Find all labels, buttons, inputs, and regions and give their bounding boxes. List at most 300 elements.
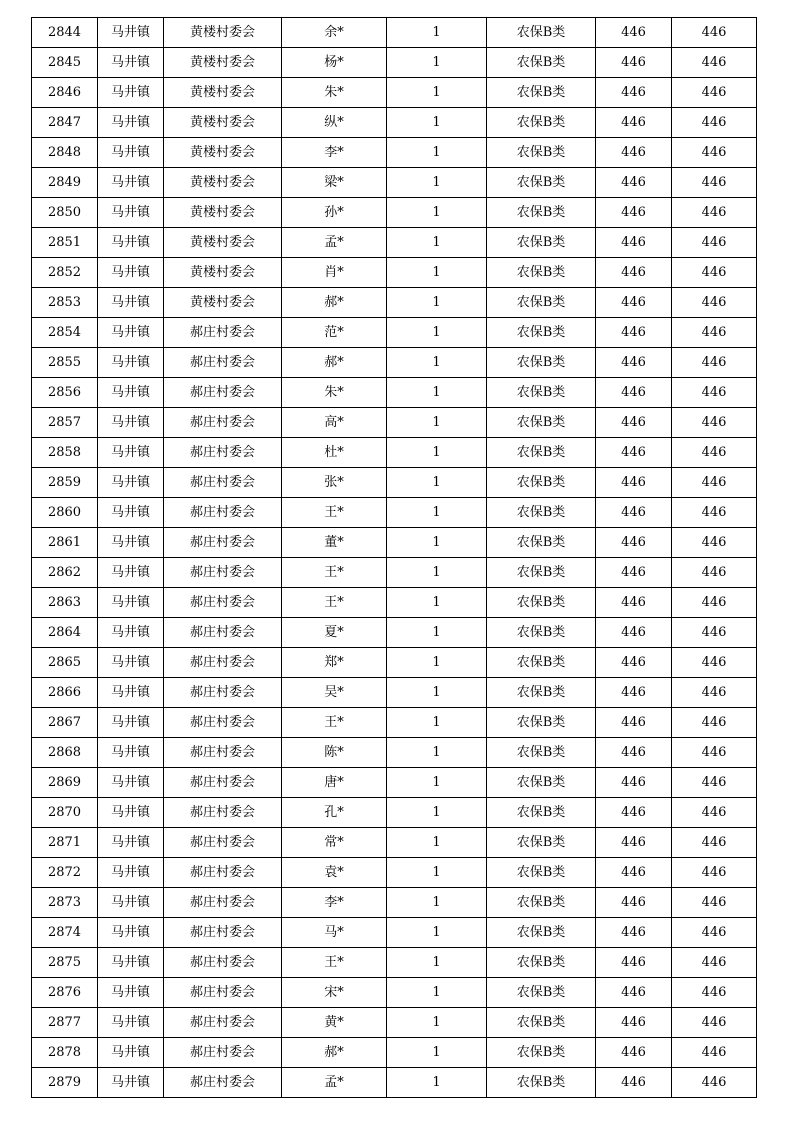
total-amount-cell: 446 [672, 648, 757, 678]
count-cell: 1 [387, 198, 487, 228]
name-cell: 王* [282, 948, 387, 978]
table-row [32, 1068, 757, 1098]
town-cell: 马井镇 [98, 318, 164, 348]
count-cell: 1 [387, 228, 487, 258]
table-row [32, 288, 757, 318]
table-body [32, 18, 757, 1098]
count-cell: 1 [387, 678, 487, 708]
category-cell: 农保B类 [487, 198, 596, 228]
name-cell: 陈* [282, 738, 387, 768]
category-cell: 农保B类 [487, 498, 596, 528]
total-amount-cell: 446 [672, 558, 757, 588]
name-cell: 高* [282, 408, 387, 438]
serial-number-cell: 2869 [32, 768, 98, 798]
count-cell: 1 [387, 558, 487, 588]
table-row [32, 468, 757, 498]
town-cell: 马井镇 [98, 918, 164, 948]
serial-number-cell: 2844 [32, 18, 98, 48]
table-row [32, 978, 757, 1008]
town-cell: 马井镇 [98, 798, 164, 828]
name-cell: 郝* [282, 1038, 387, 1068]
total-amount-cell: 446 [672, 738, 757, 768]
name-cell: 王* [282, 708, 387, 738]
amount-cell: 446 [596, 408, 672, 438]
category-cell: 农保B类 [487, 648, 596, 678]
serial-number-cell: 2874 [32, 918, 98, 948]
serial-number-cell: 2849 [32, 168, 98, 198]
amount-cell: 446 [596, 528, 672, 558]
village-committee-cell: 郝庄村委会 [164, 678, 282, 708]
total-amount-cell: 446 [672, 678, 757, 708]
name-cell: 王* [282, 588, 387, 618]
name-cell: 李* [282, 888, 387, 918]
category-cell: 农保B类 [487, 528, 596, 558]
total-amount-cell: 446 [672, 288, 757, 318]
count-cell: 1 [387, 858, 487, 888]
name-cell: 马* [282, 918, 387, 948]
village-committee-cell: 郝庄村委会 [164, 798, 282, 828]
count-cell: 1 [387, 888, 487, 918]
name-cell: 宋* [282, 978, 387, 1008]
town-cell: 马井镇 [98, 858, 164, 888]
total-amount-cell: 446 [672, 1008, 757, 1038]
amount-cell: 446 [596, 198, 672, 228]
total-amount-cell: 446 [672, 438, 757, 468]
count-cell: 1 [387, 918, 487, 948]
name-cell: 朱* [282, 378, 387, 408]
village-committee-cell: 郝庄村委会 [164, 828, 282, 858]
town-cell: 马井镇 [98, 198, 164, 228]
village-committee-cell: 郝庄村委会 [164, 1038, 282, 1068]
amount-cell: 446 [596, 468, 672, 498]
serial-number-cell: 2857 [32, 408, 98, 438]
count-cell: 1 [387, 648, 487, 678]
village-committee-cell: 黄楼村委会 [164, 228, 282, 258]
village-committee-cell: 郝庄村委会 [164, 438, 282, 468]
category-cell: 农保B类 [487, 918, 596, 948]
serial-number-cell: 2847 [32, 108, 98, 138]
name-cell: 董* [282, 528, 387, 558]
count-cell: 1 [387, 408, 487, 438]
name-cell: 唐* [282, 768, 387, 798]
total-amount-cell: 446 [672, 468, 757, 498]
table-row [32, 768, 757, 798]
category-cell: 农保B类 [487, 708, 596, 738]
count-cell: 1 [387, 438, 487, 468]
category-cell: 农保B类 [487, 678, 596, 708]
total-amount-cell: 446 [672, 588, 757, 618]
amount-cell: 446 [596, 1038, 672, 1068]
village-committee-cell: 黄楼村委会 [164, 48, 282, 78]
amount-cell: 446 [596, 918, 672, 948]
village-committee-cell: 郝庄村委会 [164, 1008, 282, 1038]
village-committee-cell: 郝庄村委会 [164, 318, 282, 348]
village-committee-cell: 黄楼村委会 [164, 108, 282, 138]
count-cell: 1 [387, 138, 487, 168]
village-committee-cell: 郝庄村委会 [164, 348, 282, 378]
serial-number-cell: 2867 [32, 708, 98, 738]
village-committee-cell: 郝庄村委会 [164, 648, 282, 678]
total-amount-cell: 446 [672, 618, 757, 648]
serial-number-cell: 2866 [32, 678, 98, 708]
serial-number-cell: 2851 [32, 228, 98, 258]
serial-number-cell: 2852 [32, 258, 98, 288]
table-row [32, 318, 757, 348]
amount-cell: 446 [596, 618, 672, 648]
table-row [32, 198, 757, 228]
amount-cell: 446 [596, 798, 672, 828]
table-row [32, 498, 757, 528]
category-cell: 农保B类 [487, 48, 596, 78]
town-cell: 马井镇 [98, 108, 164, 138]
count-cell: 1 [387, 978, 487, 1008]
serial-number-cell: 2848 [32, 138, 98, 168]
serial-number-cell: 2853 [32, 288, 98, 318]
serial-number-cell: 2865 [32, 648, 98, 678]
category-cell: 农保B类 [487, 288, 596, 318]
town-cell: 马井镇 [98, 498, 164, 528]
count-cell: 1 [387, 528, 487, 558]
category-cell: 农保B类 [487, 258, 596, 288]
village-committee-cell: 郝庄村委会 [164, 888, 282, 918]
amount-cell: 446 [596, 348, 672, 378]
table-row [32, 618, 757, 648]
town-cell: 马井镇 [98, 528, 164, 558]
amount-cell: 446 [596, 498, 672, 528]
name-cell: 纵* [282, 108, 387, 138]
town-cell: 马井镇 [98, 48, 164, 78]
count-cell: 1 [387, 48, 487, 78]
serial-number-cell: 2871 [32, 828, 98, 858]
name-cell: 梁* [282, 168, 387, 198]
name-cell: 吴* [282, 678, 387, 708]
total-amount-cell: 446 [672, 48, 757, 78]
town-cell: 马井镇 [98, 438, 164, 468]
name-cell: 朱* [282, 78, 387, 108]
name-cell: 郝* [282, 288, 387, 318]
village-committee-cell: 郝庄村委会 [164, 738, 282, 768]
serial-number-cell: 2876 [32, 978, 98, 1008]
category-cell: 农保B类 [487, 468, 596, 498]
village-committee-cell: 黄楼村委会 [164, 168, 282, 198]
count-cell: 1 [387, 618, 487, 648]
table-row [32, 138, 757, 168]
name-cell: 孟* [282, 228, 387, 258]
amount-cell: 446 [596, 888, 672, 918]
village-committee-cell: 郝庄村委会 [164, 498, 282, 528]
category-cell: 农保B类 [487, 318, 596, 348]
category-cell: 农保B类 [487, 168, 596, 198]
village-committee-cell: 郝庄村委会 [164, 618, 282, 648]
town-cell: 马井镇 [98, 348, 164, 378]
village-committee-cell: 郝庄村委会 [164, 1068, 282, 1098]
amount-cell: 446 [596, 1068, 672, 1098]
total-amount-cell: 446 [672, 498, 757, 528]
total-amount-cell: 446 [672, 888, 757, 918]
amount-cell: 446 [596, 738, 672, 768]
total-amount-cell: 446 [672, 1038, 757, 1068]
town-cell: 马井镇 [98, 618, 164, 648]
serial-number-cell: 2879 [32, 1068, 98, 1098]
village-committee-cell: 郝庄村委会 [164, 978, 282, 1008]
category-cell: 农保B类 [487, 138, 596, 168]
amount-cell: 446 [596, 258, 672, 288]
name-cell: 肖* [282, 258, 387, 288]
table-row [32, 348, 757, 378]
category-cell: 农保B类 [487, 768, 596, 798]
category-cell: 农保B类 [487, 228, 596, 258]
count-cell: 1 [387, 288, 487, 318]
serial-number-cell: 2846 [32, 78, 98, 108]
count-cell: 1 [387, 468, 487, 498]
town-cell: 马井镇 [98, 258, 164, 288]
table-row [32, 588, 757, 618]
town-cell: 马井镇 [98, 228, 164, 258]
total-amount-cell: 446 [672, 258, 757, 288]
category-cell: 农保B类 [487, 18, 596, 48]
name-cell: 孙* [282, 198, 387, 228]
table-row [32, 258, 757, 288]
town-cell: 马井镇 [98, 378, 164, 408]
category-cell: 农保B类 [487, 618, 596, 648]
amount-cell: 446 [596, 318, 672, 348]
category-cell: 农保B类 [487, 438, 596, 468]
table-row [32, 648, 757, 678]
category-cell: 农保B类 [487, 1038, 596, 1068]
name-cell: 杜* [282, 438, 387, 468]
serial-number-cell: 2878 [32, 1038, 98, 1068]
category-cell: 农保B类 [487, 978, 596, 1008]
town-cell: 马井镇 [98, 558, 164, 588]
town-cell: 马井镇 [98, 1008, 164, 1038]
name-cell: 郑* [282, 648, 387, 678]
village-committee-cell: 黄楼村委会 [164, 78, 282, 108]
serial-number-cell: 2868 [32, 738, 98, 768]
count-cell: 1 [387, 18, 487, 48]
town-cell: 马井镇 [98, 18, 164, 48]
table-row [32, 528, 757, 558]
table-row [32, 1038, 757, 1068]
town-cell: 马井镇 [98, 888, 164, 918]
serial-number-cell: 2859 [32, 468, 98, 498]
count-cell: 1 [387, 108, 487, 138]
amount-cell: 446 [596, 78, 672, 108]
total-amount-cell: 446 [672, 528, 757, 558]
amount-cell: 446 [596, 858, 672, 888]
amount-cell: 446 [596, 138, 672, 168]
village-committee-cell: 黄楼村委会 [164, 18, 282, 48]
count-cell: 1 [387, 1008, 487, 1038]
total-amount-cell: 446 [672, 348, 757, 378]
town-cell: 马井镇 [98, 768, 164, 798]
town-cell: 马井镇 [98, 288, 164, 318]
category-cell: 农保B类 [487, 798, 596, 828]
count-cell: 1 [387, 348, 487, 378]
category-cell: 农保B类 [487, 558, 596, 588]
village-committee-cell: 郝庄村委会 [164, 918, 282, 948]
village-committee-cell: 郝庄村委会 [164, 558, 282, 588]
count-cell: 1 [387, 798, 487, 828]
amount-cell: 446 [596, 288, 672, 318]
table-row [32, 168, 757, 198]
amount-cell: 446 [596, 558, 672, 588]
total-amount-cell: 446 [672, 18, 757, 48]
count-cell: 1 [387, 1068, 487, 1098]
table-row [32, 228, 757, 258]
count-cell: 1 [387, 738, 487, 768]
town-cell: 马井镇 [98, 678, 164, 708]
table-row [32, 708, 757, 738]
name-cell: 王* [282, 558, 387, 588]
table-row [32, 78, 757, 108]
village-committee-cell: 黄楼村委会 [164, 138, 282, 168]
table-row [32, 918, 757, 948]
serial-number-cell: 2860 [32, 498, 98, 528]
serial-number-cell: 2877 [32, 1008, 98, 1038]
table-row [32, 408, 757, 438]
total-amount-cell: 446 [672, 108, 757, 138]
category-cell: 农保B类 [487, 408, 596, 438]
amount-cell: 446 [596, 978, 672, 1008]
category-cell: 农保B类 [487, 828, 596, 858]
total-amount-cell: 446 [672, 138, 757, 168]
total-amount-cell: 446 [672, 318, 757, 348]
count-cell: 1 [387, 78, 487, 108]
table-row [32, 828, 757, 858]
village-committee-cell: 黄楼村委会 [164, 258, 282, 288]
serial-number-cell: 2873 [32, 888, 98, 918]
town-cell: 马井镇 [98, 948, 164, 978]
serial-number-cell: 2854 [32, 318, 98, 348]
town-cell: 马井镇 [98, 138, 164, 168]
table-row [32, 1008, 757, 1038]
town-cell: 马井镇 [98, 708, 164, 738]
total-amount-cell: 446 [672, 78, 757, 108]
village-committee-cell: 郝庄村委会 [164, 588, 282, 618]
name-cell: 范* [282, 318, 387, 348]
amount-cell: 446 [596, 378, 672, 408]
count-cell: 1 [387, 498, 487, 528]
name-cell: 张* [282, 468, 387, 498]
total-amount-cell: 446 [672, 168, 757, 198]
table-row [32, 558, 757, 588]
category-cell: 农保B类 [487, 1008, 596, 1038]
amount-cell: 446 [596, 828, 672, 858]
amount-cell: 446 [596, 678, 672, 708]
amount-cell: 446 [596, 18, 672, 48]
amount-cell: 446 [596, 1008, 672, 1038]
town-cell: 马井镇 [98, 588, 164, 618]
town-cell: 马井镇 [98, 1068, 164, 1098]
amount-cell: 446 [596, 768, 672, 798]
total-amount-cell: 446 [672, 708, 757, 738]
subsidy-table [31, 17, 757, 1098]
table-row [32, 18, 757, 48]
town-cell: 马井镇 [98, 408, 164, 438]
total-amount-cell: 446 [672, 858, 757, 888]
serial-number-cell: 2850 [32, 198, 98, 228]
village-committee-cell: 郝庄村委会 [164, 768, 282, 798]
amount-cell: 446 [596, 438, 672, 468]
category-cell: 农保B类 [487, 738, 596, 768]
count-cell: 1 [387, 168, 487, 198]
count-cell: 1 [387, 708, 487, 738]
name-cell: 夏* [282, 618, 387, 648]
total-amount-cell: 446 [672, 408, 757, 438]
category-cell: 农保B类 [487, 888, 596, 918]
total-amount-cell: 446 [672, 1068, 757, 1098]
amount-cell: 446 [596, 48, 672, 78]
town-cell: 马井镇 [98, 738, 164, 768]
table-container [31, 17, 757, 1098]
town-cell: 马井镇 [98, 828, 164, 858]
count-cell: 1 [387, 948, 487, 978]
village-committee-cell: 郝庄村委会 [164, 408, 282, 438]
serial-number-cell: 2861 [32, 528, 98, 558]
category-cell: 农保B类 [487, 948, 596, 978]
village-committee-cell: 郝庄村委会 [164, 468, 282, 498]
table-row [32, 48, 757, 78]
table-row [32, 108, 757, 138]
amount-cell: 446 [596, 108, 672, 138]
town-cell: 马井镇 [98, 168, 164, 198]
count-cell: 1 [387, 588, 487, 618]
town-cell: 马井镇 [98, 78, 164, 108]
table-row [32, 678, 757, 708]
village-committee-cell: 郝庄村委会 [164, 708, 282, 738]
category-cell: 农保B类 [487, 78, 596, 108]
name-cell: 余* [282, 18, 387, 48]
table-row [32, 858, 757, 888]
category-cell: 农保B类 [487, 1068, 596, 1098]
name-cell: 孟* [282, 1068, 387, 1098]
table-row [32, 438, 757, 468]
total-amount-cell: 446 [672, 768, 757, 798]
table-row [32, 798, 757, 828]
total-amount-cell: 446 [672, 798, 757, 828]
category-cell: 农保B类 [487, 378, 596, 408]
total-amount-cell: 446 [672, 828, 757, 858]
name-cell: 常* [282, 828, 387, 858]
name-cell: 袁* [282, 858, 387, 888]
village-committee-cell: 郝庄村委会 [164, 948, 282, 978]
serial-number-cell: 2863 [32, 588, 98, 618]
village-committee-cell: 黄楼村委会 [164, 288, 282, 318]
category-cell: 农保B类 [487, 858, 596, 888]
town-cell: 马井镇 [98, 978, 164, 1008]
name-cell: 黄* [282, 1008, 387, 1038]
town-cell: 马井镇 [98, 1038, 164, 1068]
total-amount-cell: 446 [672, 228, 757, 258]
amount-cell: 446 [596, 708, 672, 738]
name-cell: 孔* [282, 798, 387, 828]
town-cell: 马井镇 [98, 468, 164, 498]
name-cell: 王* [282, 498, 387, 528]
serial-number-cell: 2845 [32, 48, 98, 78]
town-cell: 马井镇 [98, 648, 164, 678]
count-cell: 1 [387, 1038, 487, 1068]
count-cell: 1 [387, 378, 487, 408]
serial-number-cell: 2855 [32, 348, 98, 378]
name-cell: 郝* [282, 348, 387, 378]
serial-number-cell: 2856 [32, 378, 98, 408]
village-committee-cell: 黄楼村委会 [164, 198, 282, 228]
category-cell: 农保B类 [487, 588, 596, 618]
amount-cell: 446 [596, 648, 672, 678]
name-cell: 杨* [282, 48, 387, 78]
village-committee-cell: 郝庄村委会 [164, 378, 282, 408]
amount-cell: 446 [596, 948, 672, 978]
